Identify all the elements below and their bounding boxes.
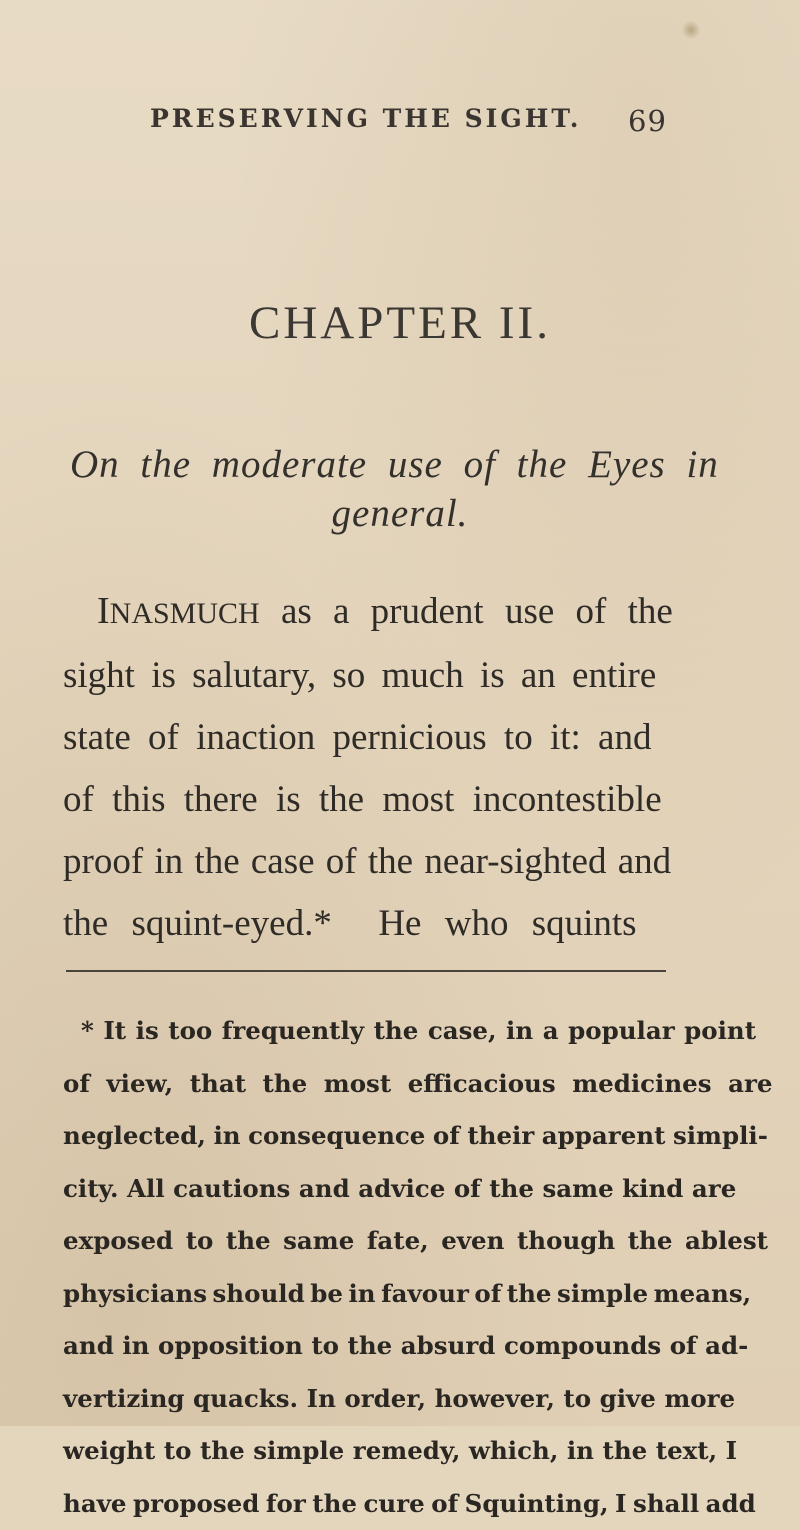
- opening-word-rest: NASMUCH: [110, 597, 260, 630]
- body-line: proof in the case of the near-sighted and: [63, 831, 727, 893]
- footnote-rule: [66, 970, 666, 972]
- body-line-text: as a prudent use of the: [281, 591, 673, 632]
- running-head: [150, 104, 730, 144]
- chapter-subtitle-line: On the moderate use of the Eyes in: [70, 440, 730, 489]
- chapter-heading: CHAPTER II.: [0, 296, 800, 350]
- page-number: 69: [628, 104, 667, 138]
- footnote-line: vertizing quacks. In order, however, to give more: [63, 1373, 727, 1426]
- footnote-line: weight to the simple remedy, which, in the text, I: [63, 1425, 727, 1478]
- footnote-line: physicians should be in favour of the simple means,: [63, 1268, 727, 1321]
- footnote-line: exposed to the same fate, even though the ablest: [63, 1215, 727, 1268]
- paper-stain: [682, 20, 700, 40]
- footnote-line: * It is too frequently the case, in a popular point: [63, 1005, 727, 1058]
- opening-word-initial: I: [97, 590, 110, 632]
- chapter-subtitle: [70, 440, 730, 538]
- body-line: the squint-eyed.* He who squints: [63, 893, 727, 955]
- footnote-line: and in opposition to the absurd compounds of ad-: [63, 1320, 727, 1373]
- running-head-title: PRESERVING THE SIGHT.: [150, 104, 581, 133]
- body-line: [63, 580, 727, 645]
- body-paragraph: [63, 580, 727, 955]
- footnote-line: city. All cautions and advice of the same kind are: [63, 1163, 727, 1216]
- body-line: of this there is the most incontestible: [63, 769, 727, 831]
- footnote-line: of view, that the most efficacious medicines are: [63, 1058, 727, 1111]
- footnote: [63, 1005, 727, 1530]
- footnote-line: have proposed for the cure of Squinting, I shall add: [63, 1478, 727, 1530]
- body-line: sight is salutary, so much is an entire: [63, 645, 727, 707]
- footnote-line: neglected, in consequence of their apparent simpli-: [63, 1110, 727, 1163]
- chapter-subtitle-line: general.: [70, 489, 730, 538]
- body-line: state of inaction pernicious to it: and: [63, 707, 727, 769]
